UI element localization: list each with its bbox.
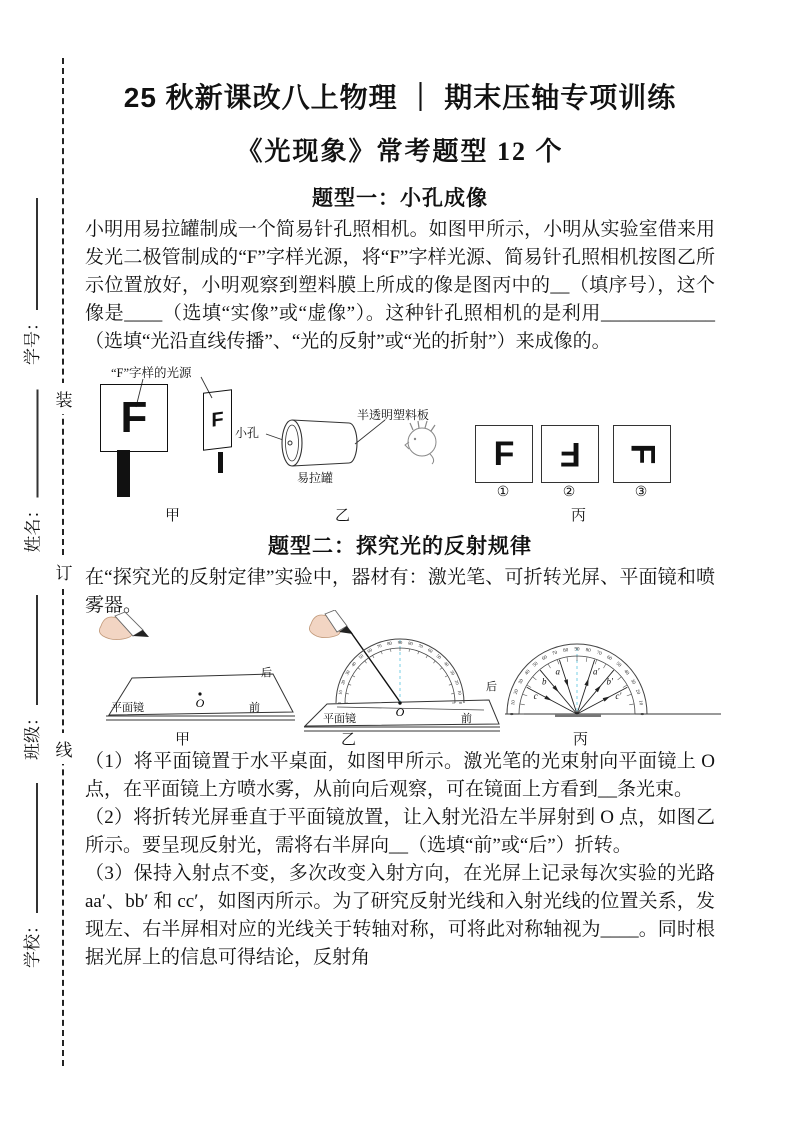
svg-text:c: c xyxy=(533,690,538,701)
svg-text:40: 40 xyxy=(442,660,450,668)
mirror-label-yi: 平面镜 xyxy=(323,713,356,725)
image-option-1 xyxy=(475,425,533,483)
svg-text:10: 10 xyxy=(456,689,463,696)
f-source-stand-small xyxy=(218,452,223,473)
image-option-2 xyxy=(541,425,599,483)
f-letter-small: F xyxy=(211,407,224,432)
f-source-board xyxy=(100,384,168,452)
school-blank xyxy=(36,783,38,913)
mirror-setup-drawing xyxy=(85,610,300,730)
front-label-jia: 前 xyxy=(249,702,260,714)
svg-text:20: 20 xyxy=(513,688,521,696)
svg-text:a: a xyxy=(555,666,560,677)
svg-text:60: 60 xyxy=(541,655,549,662)
f-source-board-small xyxy=(203,389,232,451)
svg-text:b′: b′ xyxy=(606,676,613,687)
svg-text:30: 30 xyxy=(629,678,636,686)
front-label-yi: 前 xyxy=(461,713,472,725)
svg-text:a′: a′ xyxy=(593,666,600,677)
svg-text:50: 50 xyxy=(357,653,365,661)
svg-text:0: 0 xyxy=(638,712,644,716)
f-source-stand xyxy=(117,450,130,497)
svg-text:0: 0 xyxy=(458,701,463,705)
svg-text:20: 20 xyxy=(633,688,641,696)
point-o-yi: O xyxy=(395,705,405,719)
back-label-jia: 后 xyxy=(261,667,272,679)
svg-text:80: 80 xyxy=(386,640,393,647)
svg-text:90: 90 xyxy=(574,647,580,653)
section2-intro: 在“探究光的反射定律”实验中，器材有：激光笔、可折转光屏、平面镜和喷雾器。 xyxy=(85,567,715,616)
image-option-3 xyxy=(613,425,671,483)
question-1: （1）将平面镜置于水平桌面，如图甲所示。激光笔的光束射向平面镜上 O 点，在平面镜上方喷水雾，从前向后观察，可在镜面上方看到__条光束。 xyxy=(85,751,715,800)
name-field xyxy=(18,388,44,553)
svg-text:30: 30 xyxy=(449,669,456,676)
page-title: 25 秋新课改八上物理 ｜ 期末压轴专项训练 xyxy=(123,82,677,113)
svg-text:60: 60 xyxy=(366,647,373,654)
name-blank xyxy=(37,390,39,498)
svg-text:10: 10 xyxy=(337,689,344,696)
svg-text:50: 50 xyxy=(435,653,443,661)
svg-text:0: 0 xyxy=(510,712,516,716)
svg-text:80: 80 xyxy=(562,648,569,654)
option-number-3: ③ xyxy=(634,485,648,500)
student-id-label: 学号： xyxy=(22,314,42,365)
mirror-strip xyxy=(555,714,601,717)
svg-text:50: 50 xyxy=(614,661,622,669)
svg-text:30: 30 xyxy=(518,678,525,686)
fig2-caption-yi: 乙 xyxy=(341,732,357,748)
option-number-1: ① xyxy=(496,485,510,500)
figure-pinhole-camera xyxy=(85,362,715,522)
f-option-2: F xyxy=(559,435,581,473)
figure-reflection-experiment xyxy=(85,610,715,748)
f-option-1: F xyxy=(493,435,515,473)
svg-text:b: b xyxy=(542,676,547,687)
svg-text:c′: c′ xyxy=(615,690,622,701)
svg-text:40: 40 xyxy=(524,669,532,677)
student-id-field xyxy=(17,195,43,365)
svg-text:20: 20 xyxy=(340,679,347,686)
question-3: （3）保持入射点不变，多次改变入射方向，在光屏上记录每次实验的光路 aa′、bb′ 和 cc′，如图丙所示。为了研究反射光线和入射光线的位置关系，发现左、右半屏相对应的光线关于转轴对称，可将此对称轴视为____。同时根据光屏上的信息可得结论，反射角 xyxy=(85,863,715,968)
svg-text:20: 20 xyxy=(453,679,460,686)
class-field xyxy=(17,592,43,760)
film-label: 半透明塑料板 xyxy=(357,408,430,422)
class-label: 班级： xyxy=(22,709,42,760)
laser-beam xyxy=(350,631,400,702)
observer-head-drawing xyxy=(405,421,436,464)
hand-with-pen xyxy=(99,612,149,640)
f-option-3: F xyxy=(623,443,661,465)
fig2-caption-bing: 丙 xyxy=(573,732,589,748)
svg-text:60: 60 xyxy=(427,647,434,654)
binding-char-3: 线 xyxy=(54,733,74,764)
svg-text:10: 10 xyxy=(511,699,517,706)
worksheet-content xyxy=(85,0,715,972)
section1-paragraph: 小明用易拉罐制成一个简易针孔照相机。如图甲所示，小明从实验室借来用发光二极管制成的“F”字样光源，将“F”字样光源、简易针孔照相机按图乙所示位置放好，小明观察到塑料膜上所成的像是图丙中的__（填序号），这个像是____（选填“实像”或“虚像”）。这种针孔照相机的是利用____________（选填“光沿直线传播”、“光的反射”或“光的折射”）来成像的。 xyxy=(85,219,715,352)
mirror-label-jia: 平面镜 xyxy=(111,702,144,714)
protractor-setup-drawing xyxy=(303,610,503,738)
svg-text:40: 40 xyxy=(622,669,630,677)
svg-text:10: 10 xyxy=(637,699,643,706)
section2-heading: 题型二：探究光的反射规律 xyxy=(268,534,532,558)
svg-text:70: 70 xyxy=(417,643,424,650)
point-o-jia: O xyxy=(195,696,205,710)
svg-text:90: 90 xyxy=(397,640,403,645)
name-label: 姓名： xyxy=(23,501,42,553)
fig1-caption-yi: 乙 xyxy=(335,508,351,524)
can-label: 易拉罐 xyxy=(297,471,334,485)
hand-with-laser-pen xyxy=(309,610,353,638)
ray-diagram-drawing xyxy=(503,616,733,728)
pinhole-label: 小孔 xyxy=(235,426,260,440)
svg-text:40: 40 xyxy=(350,660,358,668)
f-source-label: “F”字样的光源 xyxy=(111,366,192,380)
fig1-caption-jia: 甲 xyxy=(165,508,181,524)
svg-text:80: 80 xyxy=(407,640,414,647)
svg-text:50: 50 xyxy=(532,661,540,669)
option-number-2: ② xyxy=(562,485,576,500)
svg-text:70: 70 xyxy=(551,650,559,658)
page-subtitle: 《光现象》常考题型 12 个 xyxy=(236,137,564,166)
section1-heading: 题型一：小孔成像 xyxy=(312,186,488,210)
student-id-blank xyxy=(36,198,38,310)
binding-char-2: 订 xyxy=(54,556,74,587)
fig1-caption-bing: 丙 xyxy=(571,508,587,524)
svg-text:70: 70 xyxy=(376,643,383,650)
f-letter-big: F xyxy=(120,393,148,442)
soda-can-drawing xyxy=(282,420,357,466)
svg-text:70: 70 xyxy=(595,650,603,658)
question-2: （2）将折转光屏垂直于平面镜放置，让入射光沿左半屏射到 O 点，如图乙所示。要呈现反射光，需将右半屏向__（选填“前”或“后”）折转。 xyxy=(85,807,715,856)
school-label: 学校： xyxy=(22,917,42,968)
fig2-caption-jia: 甲 xyxy=(175,732,191,748)
binding-char-1: 装 xyxy=(54,383,74,414)
school-field xyxy=(17,780,43,968)
svg-text:80: 80 xyxy=(585,648,592,654)
svg-text:0: 0 xyxy=(337,701,342,705)
class-blank xyxy=(36,595,38,705)
back-label-yi: 后 xyxy=(486,681,497,693)
svg-text:30: 30 xyxy=(344,669,351,676)
svg-text:60: 60 xyxy=(605,655,613,662)
